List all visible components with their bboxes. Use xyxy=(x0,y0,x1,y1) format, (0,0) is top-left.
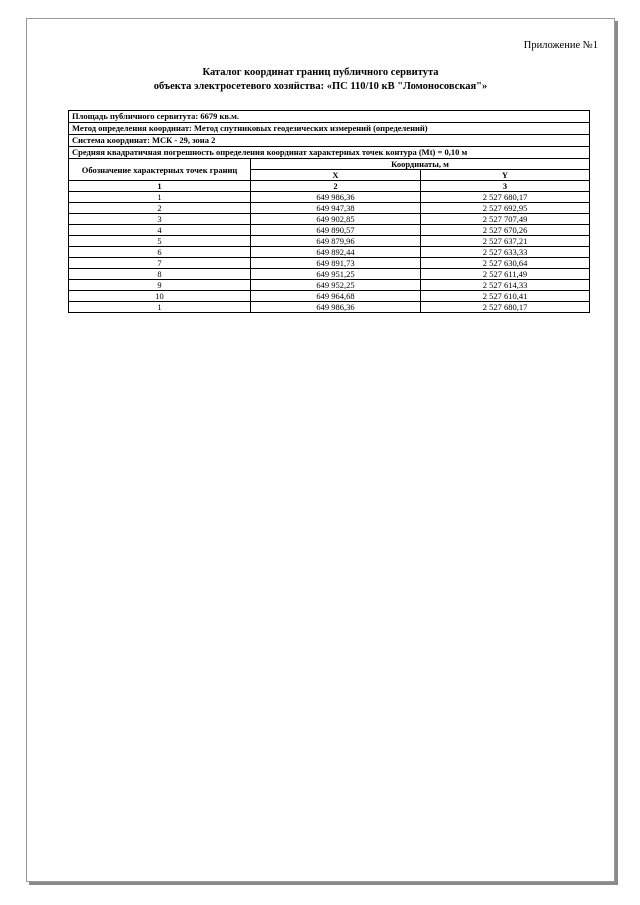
info-row-error xyxy=(69,147,590,159)
x-coordinate-cell: 649 951,25 xyxy=(251,269,421,280)
x-coordinate-cell: 649 890,57 xyxy=(251,225,421,236)
table-row xyxy=(69,214,590,225)
header-row-1 xyxy=(69,159,590,170)
coordinate-method: Метод определения координат: Метод спутниковых геодезических измерений (определений) xyxy=(69,123,590,135)
coordinate-system: Система координат: МСК - 29, зона 2 xyxy=(69,135,590,147)
column-number-row xyxy=(69,181,590,192)
table-row xyxy=(69,258,590,269)
x-coordinate-cell: 649 902,85 xyxy=(251,214,421,225)
table-row xyxy=(69,192,590,203)
y-coordinate-cell: 2 527 670,26 xyxy=(421,225,590,236)
servitude-area: Площадь публичного сервитута: 6679 кв.м. xyxy=(69,111,590,123)
title-line-1: Каталог координат границ публичного сервитута xyxy=(202,67,439,78)
table-row xyxy=(69,236,590,247)
table-row xyxy=(69,203,590,214)
point-cell: 2 xyxy=(69,203,251,214)
title-line-2: объекта электросетевого хозяйства: «ПС 110/10 кВ "Ломоносовская"» xyxy=(153,81,488,92)
table-row xyxy=(69,302,590,313)
y-coordinate-cell: 2 527 707,49 xyxy=(421,214,590,225)
x-coordinate-cell: 649 947,38 xyxy=(251,203,421,214)
y-coordinate-cell: 2 527 610,41 xyxy=(421,291,590,302)
col-number-2: 2 xyxy=(251,181,421,192)
x-coordinate-cell: 649 952,25 xyxy=(251,280,421,291)
mean-square-error: Средняя квадратичная погрешность определения координат характерных точек контура (Mt) = 0,10 м xyxy=(69,147,590,159)
col-header-x: X xyxy=(251,170,421,181)
col-header-y: Y xyxy=(421,170,590,181)
appendix-label: Приложение №1 xyxy=(523,40,598,51)
y-coordinate-cell: 2 527 680,17 xyxy=(421,192,590,203)
x-coordinate-cell: 649 986,36 xyxy=(251,302,421,313)
coordinates-table xyxy=(68,110,590,313)
y-coordinate-cell: 2 527 692,95 xyxy=(421,203,590,214)
info-row-area xyxy=(69,111,590,123)
point-cell: 5 xyxy=(69,236,251,247)
y-coordinate-cell: 2 527 630,64 xyxy=(421,258,590,269)
document-title xyxy=(27,66,614,94)
point-cell: 3 xyxy=(69,214,251,225)
point-cell: 7 xyxy=(69,258,251,269)
table-row xyxy=(69,225,590,236)
point-cell: 1 xyxy=(69,192,251,203)
x-coordinate-cell: 649 892,44 xyxy=(251,247,421,258)
col-header-point: Обозначение характерных точек границ xyxy=(69,159,251,181)
point-cell: 6 xyxy=(69,247,251,258)
point-cell: 4 xyxy=(69,225,251,236)
y-coordinate-cell: 2 527 633,33 xyxy=(421,247,590,258)
x-coordinate-cell: 649 879,96 xyxy=(251,236,421,247)
table-row xyxy=(69,291,590,302)
point-cell: 1 xyxy=(69,302,251,313)
info-row-system xyxy=(69,135,590,147)
table-row xyxy=(69,280,590,291)
y-coordinate-cell: 2 527 614,33 xyxy=(421,280,590,291)
point-cell: 10 xyxy=(69,291,251,302)
x-coordinate-cell: 649 891,73 xyxy=(251,258,421,269)
table-row xyxy=(69,269,590,280)
col-header-coordinates: Координаты, м xyxy=(251,159,590,170)
y-coordinate-cell: 2 527 637,21 xyxy=(421,236,590,247)
point-cell: 8 xyxy=(69,269,251,280)
col-number-3: 3 xyxy=(421,181,590,192)
info-row-method xyxy=(69,123,590,135)
y-coordinate-cell: 2 527 611,49 xyxy=(421,269,590,280)
col-number-1: 1 xyxy=(69,181,251,192)
point-cell: 9 xyxy=(69,280,251,291)
table-row xyxy=(69,247,590,258)
document-page xyxy=(26,18,615,882)
x-coordinate-cell: 649 986,36 xyxy=(251,192,421,203)
x-coordinate-cell: 649 964,68 xyxy=(251,291,421,302)
y-coordinate-cell: 2 527 680,17 xyxy=(421,302,590,313)
